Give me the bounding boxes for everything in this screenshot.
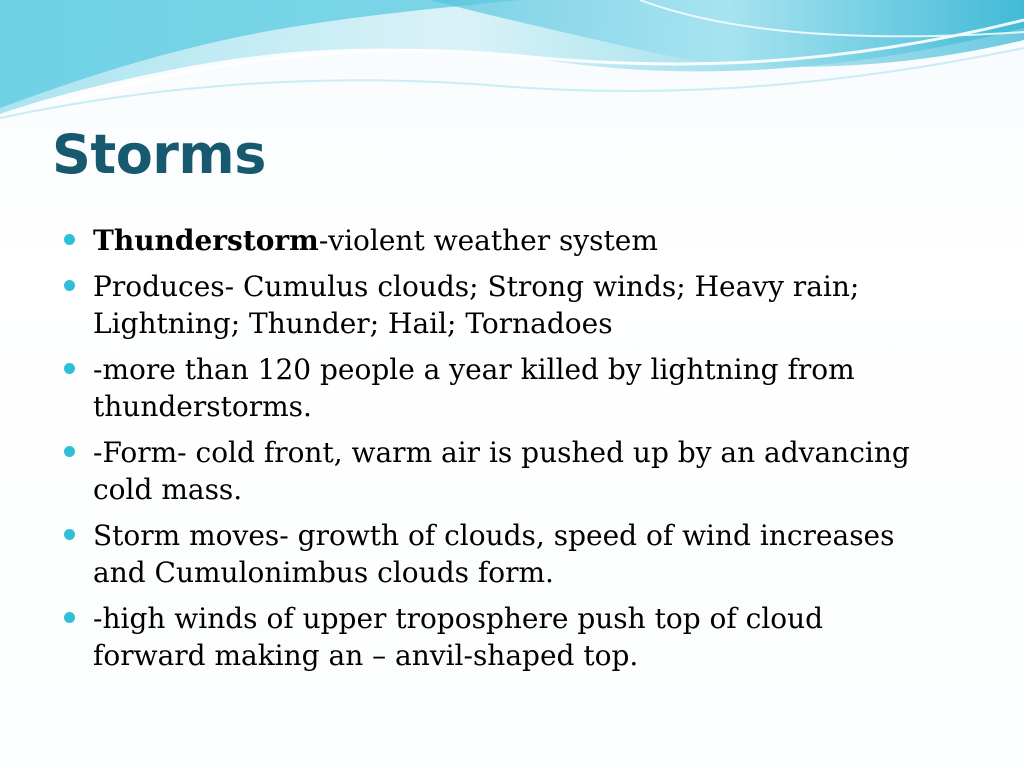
bullet-dot-icon — [64, 280, 75, 291]
bullet-dot-icon — [64, 612, 75, 623]
bullet-text: Produces- Cumulus clouds; Strong winds; Heavy rain; Lightning; Thunder; Hail; Tornadoes — [93, 270, 860, 340]
bullet-item — [64, 600, 944, 674]
bullet-text: -more than 120 people a year killed by lightning from thunderstorms. — [93, 353, 855, 423]
bullet-item — [64, 517, 944, 591]
bullet-item — [64, 434, 944, 508]
bullet-term: Thunderstorm — [93, 224, 319, 257]
bullet-dot-icon — [64, 446, 75, 457]
bullet-dot-icon — [64, 363, 75, 374]
bullet-dot-icon — [64, 529, 75, 540]
bullet-item — [64, 351, 944, 425]
bullet-list — [64, 222, 944, 683]
bullet-item — [64, 222, 944, 259]
bullet-item — [64, 268, 944, 342]
slide-title: Storms — [52, 123, 266, 186]
bullet-dot-icon — [64, 234, 75, 245]
bullet-text: -Form- cold front, warm air is pushed up by an advancing cold mass. — [93, 436, 910, 506]
bullet-text: -high winds of upper troposphere push top of cloud forward making an – anvil-shaped top. — [93, 602, 824, 672]
header-wave-decoration — [0, 0, 1024, 130]
bullet-text: Storm moves- growth of clouds, speed of wind increases and Cumulonimbus clouds form. — [93, 519, 895, 589]
bullet-text: -violent weather system — [318, 224, 658, 257]
